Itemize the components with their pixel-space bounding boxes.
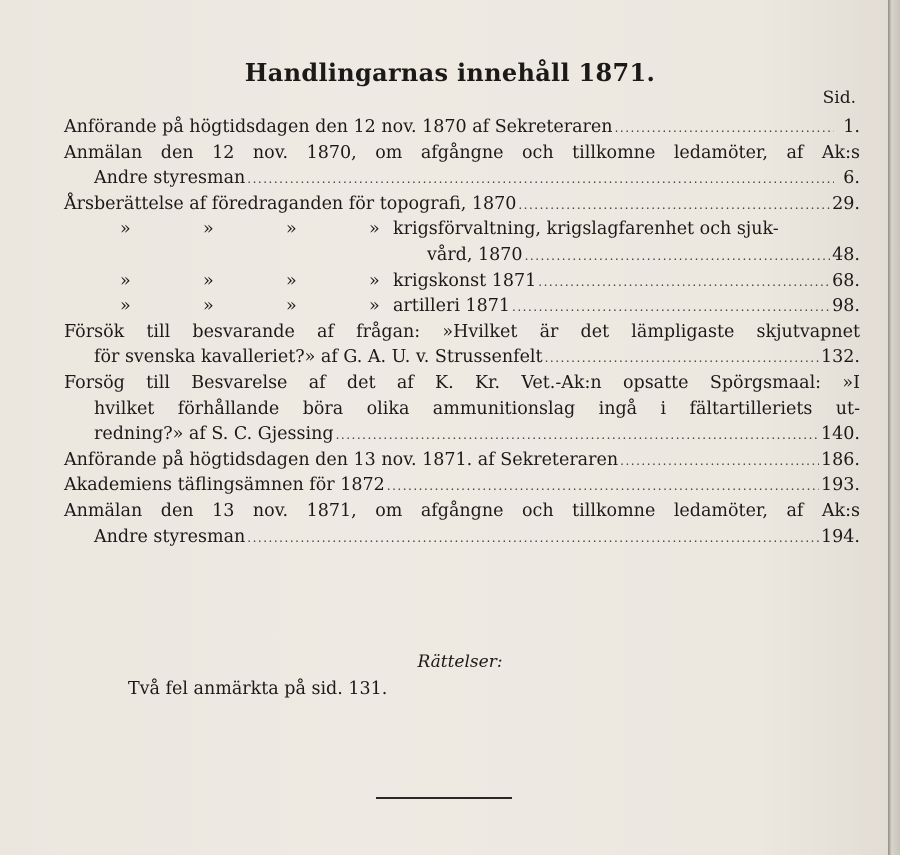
ditto-mark: » — [203, 296, 214, 317]
entry-text: krigsförvaltning, krigslagfarenhet och sjuk- — [393, 219, 779, 240]
toc-line — [64, 243, 860, 269]
entry-text: hvilket förhållande böra olika ammunitionslag ingå i fältartilleriets ut- — [94, 398, 860, 419]
ditto-marks — [120, 294, 393, 320]
ditto-mark: » — [286, 219, 297, 240]
dot-leader — [247, 167, 834, 193]
entry-text: redning?» af S. C. Gjessing — [94, 424, 334, 445]
ditto-mark: » — [286, 270, 297, 291]
page-number: 194. — [821, 526, 860, 547]
dot-leader — [615, 116, 834, 142]
page-number: 140. — [821, 424, 860, 445]
entry-text: Anförande på högtidsdagen den 13 nov. 1871. af Sekreteraren — [64, 449, 619, 470]
toc-line — [64, 320, 860, 346]
page-number: 1. — [843, 117, 860, 137]
ditto-mark: » — [120, 219, 131, 240]
toc-line — [64, 397, 860, 423]
page-number: 6. — [843, 168, 860, 189]
ditto-mark: » — [369, 296, 380, 317]
entry-text: Försök till besvarande af frågan: »Hvilket är det lämpligaste skjutvapnet — [64, 321, 860, 342]
table-of-contents — [64, 115, 860, 550]
dot-leader — [538, 270, 830, 296]
page-title: Handlingarnas innehåll 1871. — [244, 58, 656, 87]
entry-text: Årsberättelse af föredraganden för topografi, 1870 — [64, 193, 517, 214]
corrections-text: Två fel anmärkta på sid. 131. — [128, 679, 388, 699]
page-edge — [888, 0, 900, 855]
toc-line — [64, 473, 860, 499]
ditto-mark: » — [369, 219, 380, 240]
ditto-marks — [120, 217, 393, 243]
page-number: 98. — [832, 296, 860, 317]
dot-leader — [336, 423, 819, 449]
entry-text: vård, 1870 — [427, 244, 523, 265]
toc-line — [64, 422, 860, 448]
toc-line — [64, 269, 860, 295]
ditto-marks — [120, 269, 393, 295]
entry-text: Anmälan den 12 nov. 1870, om afgångne och tillkomne ledamöter, af Ak:s — [64, 142, 860, 163]
toc-line — [64, 166, 860, 192]
entry-text: Akademiens täflingsämnen för 1872 — [64, 475, 385, 496]
entry-text: Anmälan den 13 nov. 1871, om afgångne och tillkomne ledamöter, af Ak:s — [64, 500, 860, 521]
toc-line — [64, 448, 860, 474]
entry-text: Andre styresman — [94, 168, 246, 189]
entry-text: Anförande på högtidsdagen den 12 nov. 1870 af Sekreteraren — [64, 117, 613, 137]
page-number: 29. — [832, 193, 860, 214]
dot-leader — [545, 346, 819, 372]
toc-line — [64, 345, 860, 371]
dot-leader — [512, 295, 830, 321]
ditto-mark: » — [120, 296, 131, 317]
toc-line — [64, 371, 860, 397]
ditto-mark: » — [120, 270, 131, 291]
dot-leader — [518, 193, 830, 219]
page-column-header: Sid. — [822, 88, 856, 108]
page-number: 186. — [821, 449, 860, 470]
dot-leader — [620, 449, 819, 475]
dot-leader — [247, 526, 819, 552]
entry-text: Forsög till Besvarelse af det af K. Kr. Vet.-Ak:n opsatte Spörgsmaal: »I — [64, 372, 860, 393]
entry-text: krigskonst 1871 — [393, 270, 537, 291]
toc-line — [64, 115, 860, 141]
ditto-mark: » — [203, 270, 214, 291]
toc-line — [64, 217, 860, 243]
toc-line — [64, 192, 860, 218]
dot-leader — [525, 244, 831, 270]
entry-text: artilleri 1871 — [393, 296, 511, 317]
closing-rule — [376, 797, 512, 799]
toc-line — [64, 141, 860, 167]
page-number: 68. — [832, 270, 860, 291]
corrections-heading: Rättelser: — [417, 652, 503, 672]
toc-line — [64, 294, 860, 320]
page-number: 193. — [821, 475, 860, 496]
toc-line — [64, 525, 860, 551]
entry-text: för svenska kavalleriet?» af G. A. U. v. Strussenfelt — [94, 347, 543, 368]
ditto-mark: » — [369, 270, 380, 291]
entry-text: Andre styresman — [94, 526, 246, 547]
page-number: 48. — [832, 244, 860, 265]
dot-leader — [387, 474, 819, 500]
toc-line — [64, 499, 860, 525]
page-number: 132. — [821, 347, 860, 368]
ditto-mark: » — [286, 296, 297, 317]
ditto-mark: » — [203, 219, 214, 240]
